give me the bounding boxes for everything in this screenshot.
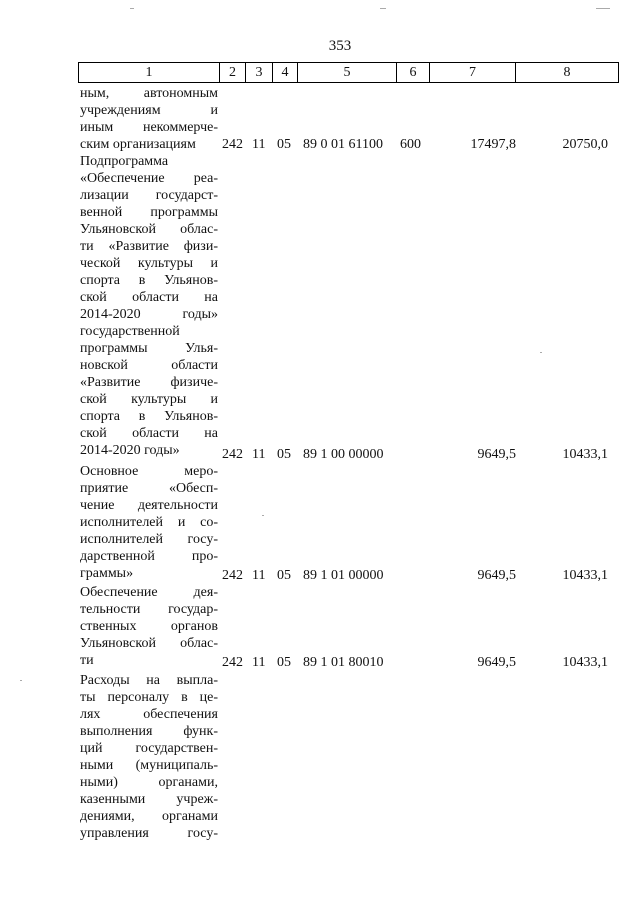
row-3-col-5: 89 1 01 00000: [303, 568, 384, 583]
scan-speck: [380, 8, 386, 9]
row-4-col-2: 242: [222, 655, 243, 670]
row-2-col-3: 11: [252, 447, 266, 462]
row-3-col-4: 05: [277, 568, 291, 583]
page-number: 353: [328, 38, 352, 54]
scan-speck: [262, 515, 264, 516]
row-1-col-4: 05: [277, 137, 291, 152]
row-1-col-7: 17497,8: [470, 137, 516, 152]
header-col-7: 7: [429, 62, 516, 83]
row-2-col-5: 89 1 00 00000: [303, 447, 384, 462]
row-2-description: Подпрограмма «Обеспечение реа- лизации государст- венной программы Ульяновской облас- ти «Развитие физи- ческой культуры и спорта в Ульянов- ской области на 2014-2020 годы» государственной программы Улья- новской области «Развитие физиче- ской культуры и спорта в Ульянов- ской области на 2014-2020 годы»: [80, 154, 218, 458]
row-2-col-8: 10433,1: [562, 447, 608, 462]
header-col-2: 2: [219, 62, 246, 83]
row-3-col-2: 242: [222, 568, 243, 583]
row-1-col-3: 11: [252, 137, 266, 152]
row-4-col-8: 10433,1: [562, 655, 608, 670]
scan-speck: [596, 8, 610, 9]
row-3-col-7: 9649,5: [477, 568, 516, 583]
row-4-description: Обеспечение дея- тельности государ- ственных органов Ульяновской облас- ти: [80, 585, 218, 668]
row-4-col-5: 89 1 01 80010: [303, 655, 384, 670]
row-2-col-7: 9649,5: [477, 447, 516, 462]
header-col-4: 4: [272, 62, 298, 83]
header-col-5: 5: [297, 62, 397, 83]
row-3-col-3: 11: [252, 568, 266, 583]
row-4-col-7: 9649,5: [477, 655, 516, 670]
header-col-6: 6: [396, 62, 430, 83]
row-1-col-5: 89 0 01 61100: [303, 137, 383, 152]
header-col-1: 1: [78, 62, 220, 83]
header-col-8: 8: [515, 62, 619, 83]
header-col-3: 3: [245, 62, 273, 83]
row-4-col-3: 11: [252, 655, 266, 670]
row-3-description: Основное меро- приятие «Обесп- чение деятельности исполнителей и со- исполнителей госу- дарственной про- граммы»: [80, 464, 218, 581]
row-5-description: Расходы на выпла- ты персоналу в це- лях обеспечения выполнения функ- ций государствен- ными (муниципаль- ными) органами, казенными учреж- дениями, органами управления госу-: [80, 673, 218, 841]
row-2-col-4: 05: [277, 447, 291, 462]
row-1-description: ным, автономным учреждениям и иным некоммерче- ским организациям: [80, 86, 218, 152]
row-2-col-2: 242: [222, 447, 243, 462]
scan-speck: [130, 8, 134, 9]
scan-speck: [20, 680, 22, 681]
row-1-col-6: 600: [400, 137, 421, 152]
row-4-col-4: 05: [277, 655, 291, 670]
row-1-col-8: 20750,0: [562, 137, 608, 152]
row-3-col-8: 10433,1: [562, 568, 608, 583]
row-1-col-2: 242: [222, 137, 243, 152]
scan-speck: [540, 352, 542, 353]
